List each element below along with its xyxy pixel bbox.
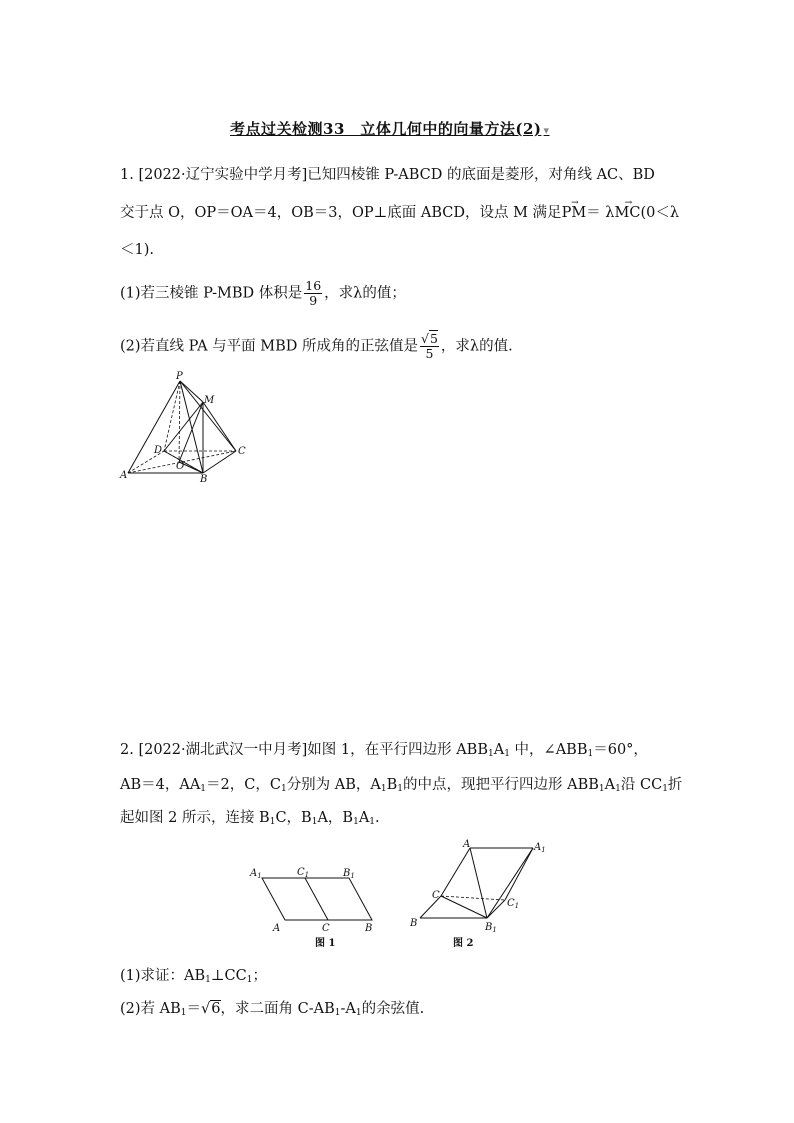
q2-part-1: (1)求证：$AB_1\perp CC_1$；: [120, 968, 267, 985]
label-m: M: [204, 395, 215, 406]
figure-2-caption: 图 2: [453, 938, 474, 949]
q1-part-2: (2)若直线 PA 与平面 MBD 所成角的正弦值是 $\frac{√5}{5}$ ，求λ的值.: [120, 331, 513, 361]
q1-part-1: (1)若三棱锥 P-MBD 体积是 $\frac{16}{9}$ ，求λ的值；: [120, 278, 406, 308]
page-title: 考点过关检测33 立体几何中的向量方法(2) ▾: [230, 120, 550, 138]
sqrt-6: 6: [211, 1001, 221, 1017]
label-o: O: [176, 461, 185, 472]
label-a1: $A_1$: [250, 868, 262, 880]
label-b1: $B_1$: [485, 922, 497, 934]
label-c: C: [322, 923, 330, 934]
label-c1: $C_1$: [297, 867, 310, 879]
label-b: B: [200, 474, 208, 485]
vector-pm: → PM: [562, 203, 587, 223]
label-a: A: [273, 923, 281, 934]
label-a1: $A_1$: [534, 842, 546, 854]
q2-line-3: 起如图 2 所示，连接 $B_1C$，$B_1A$，$B_1A_1$.: [120, 810, 380, 827]
label-b: B: [410, 918, 418, 929]
label-a: A: [120, 470, 128, 481]
q2-line-2: AB＝4，$AA_1=2$，C，$C_1$分别为 AB，$A_1B_1$的中点，现把平行四边形 $ABB_1A_1$沿 $CC_1$折: [120, 777, 683, 794]
fraction-sqrt5-5: $\frac{√5}{5}$: [421, 331, 438, 361]
label-d: D: [154, 445, 163, 456]
label-c1: $C_1$: [507, 898, 520, 910]
label-a: A: [463, 839, 471, 850]
q1-line-3: ＜1).: [120, 242, 154, 258]
label-b: B: [365, 923, 373, 934]
label-c: C: [432, 890, 440, 901]
figure-1-parallelogram: [245, 862, 380, 950]
figure-2-folded: [405, 836, 555, 951]
label-b1: $B_1$: [343, 868, 355, 880]
q1-line-1: 1. [2022·辽宁实验中学月考]已知四棱锥 P-ABCD 的底面是菱形，对角线 AC、BD: [120, 167, 655, 183]
vector-mc: → MC: [614, 203, 640, 223]
q2-line-1: 2. [2022·湖北武汉一中月考]如图 1，在平行四边形 $ABB_1A_1$ 中，$\angle ABB_1=60^\circ$，: [120, 742, 648, 759]
fraction-16-9: $\frac{16}{9}$: [305, 278, 322, 308]
figure-1-caption: 图 1: [315, 938, 336, 949]
label-c: C: [238, 446, 246, 457]
q2-part-2: (2)若 $AB_1=√6$，求二面角 $C-AB_1-A_1$的余弦值.: [120, 1001, 425, 1018]
q1-line-2: 交于点 O，OP＝OA＝4，OB＝3，OP⊥底面 ABCD，设点 M 满足→ PM＝ λ→ MC(0＜λ: [120, 203, 679, 223]
label-p: P: [176, 371, 183, 382]
pyramid-figure: [118, 370, 253, 485]
dropdown-marker-icon: ▾: [543, 124, 550, 137]
